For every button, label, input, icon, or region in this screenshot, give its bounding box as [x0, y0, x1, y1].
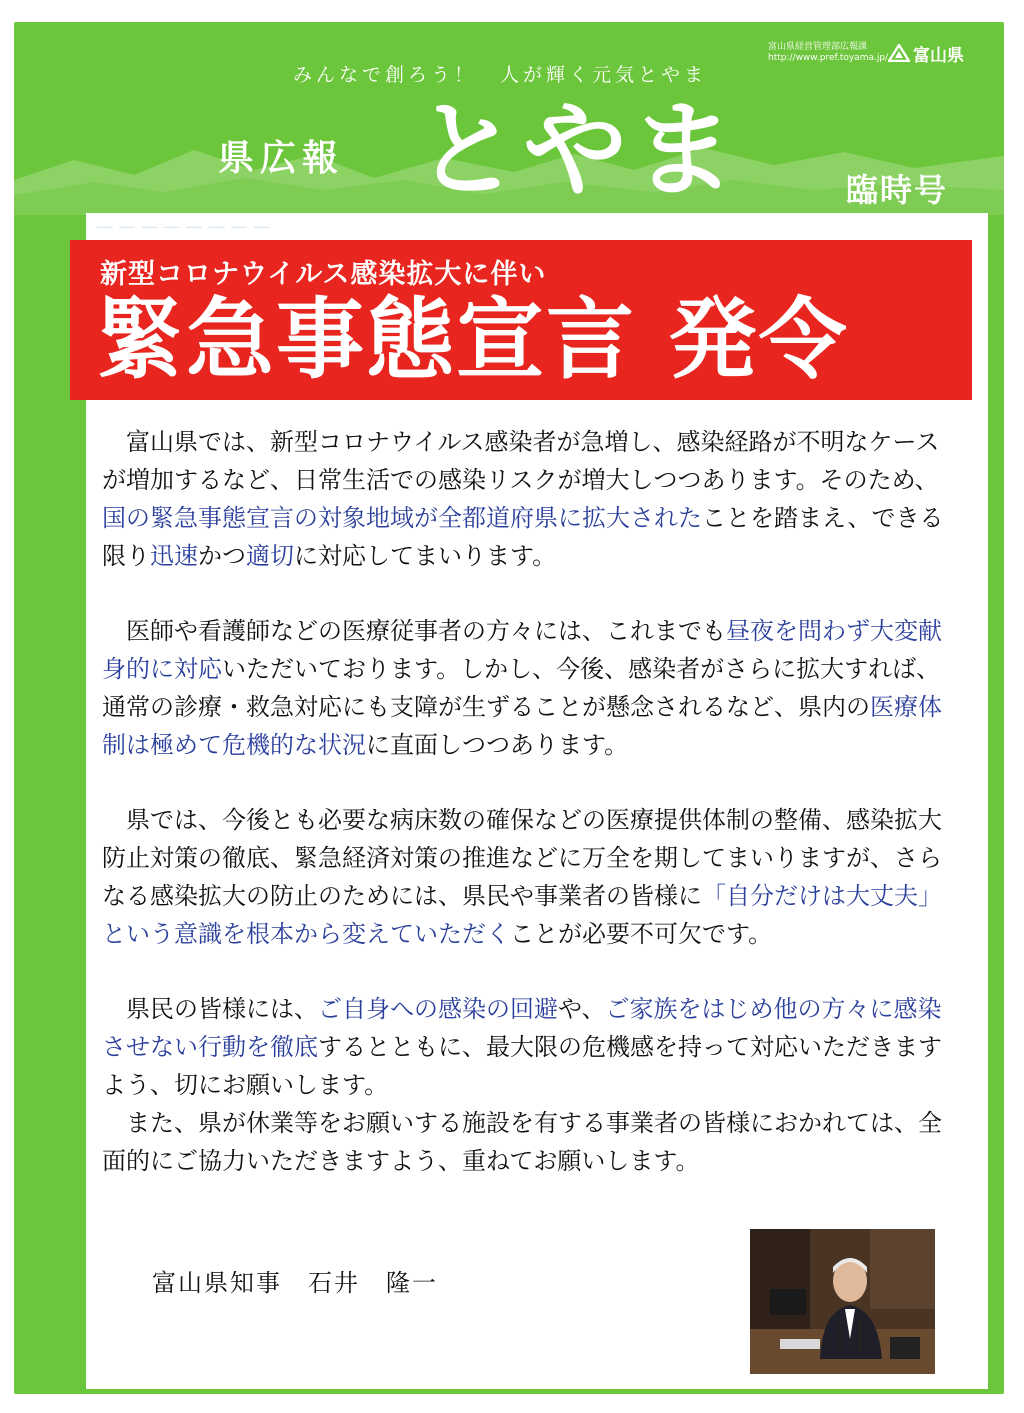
text: また、県が休業等をお願いする施設を有する事業者の皆様におかれては、全面的にご協力いただきますよう、重ねてお願いします。 [102, 1109, 942, 1175]
department-info [768, 42, 889, 64]
text: かつ [198, 542, 246, 570]
text: ことが必要不可欠です。 [510, 920, 773, 948]
prefecture-name: 富山県 [913, 45, 964, 66]
text: 県民の皆様には、 [126, 995, 318, 1023]
highlight: 昼夜を問わず大変献身的に対応 [102, 617, 942, 683]
prefecture-logo [888, 42, 978, 64]
prefecture-emblem-icon [888, 44, 910, 62]
governor-photo [750, 1229, 935, 1374]
banner-headline: 緊急事態宣言 発令 [96, 288, 849, 391]
text: や、 [558, 995, 606, 1023]
message-body [102, 423, 948, 1180]
paragraph-1 [102, 423, 948, 575]
highlight: 「自分だけは大丈夫」という意識を根本から変えていただく [102, 882, 942, 948]
department-name: 富山県経営管理部広報課 [768, 42, 868, 52]
slogan: みんなで創ろう！ 人が輝く元気とやま [292, 64, 707, 86]
bleed-through-text: — — — — — — — — [96, 217, 270, 237]
text: に直面しつつあります。 [366, 731, 629, 759]
paragraph-5 [102, 1104, 948, 1180]
text: いただいております。しかし、今後、感染者がさらに拡大すれば、通常の診療・救急対応にも支障が生ずることが懸念されるなど、県内の [102, 655, 941, 721]
governor-signature: 富山県知事 石井 隆一 [152, 1269, 438, 1297]
highlight: 適切 [246, 542, 294, 570]
text: ことを踏まえ、できる限り [102, 504, 944, 570]
paragraph-2 [102, 612, 948, 764]
text: 富山県では、新型コロナウイルス感染者が急増し、感染経路が不明なケースが増加するなど、日常生活での感染リスクが増大しつつあります。そのため、 [102, 428, 940, 494]
issue-label: 臨時号 [846, 171, 949, 209]
text: 県では、今後とも必要な病床数の確保などの医療提供体制の整備、感染拡大防止対策の徹底、緊急経済対策の推進などに万全を期してまいりますが、さらなる感染拡大の防止のためには、県民や事業者の皆様に [102, 806, 942, 910]
highlight: ご自身への感染の回避 [318, 995, 558, 1023]
highlight: 国の緊急事態宣言の対象地域が全都道府県に拡大された [102, 504, 702, 532]
highlight: ご家族をはじめ他の方々に感染させない行動を徹底 [102, 995, 942, 1061]
highlight: 医療体制は極めて危機的な状況 [102, 693, 942, 759]
banner-subtitle: 新型コロナウイルス感染拡大に伴い [100, 259, 547, 290]
paragraph-4 [102, 990, 948, 1104]
text: するとともに、最大限の危機感を持って対応いただきますよう、切にお願いします。 [102, 1033, 942, 1099]
paragraph-3 [102, 801, 948, 953]
text: に対応してまいります。 [294, 542, 557, 570]
text: 医師や看護師などの医療従事者の方々には、これまでも [126, 617, 726, 645]
newsletter-title: とやま [415, 89, 740, 211]
governor-photo-illustration [750, 1229, 935, 1374]
highlight: 迅速 [150, 542, 198, 570]
title-prefix: 県広報 [218, 138, 345, 179]
website-url: http://www.pref.toyama.jp/ [768, 53, 889, 63]
